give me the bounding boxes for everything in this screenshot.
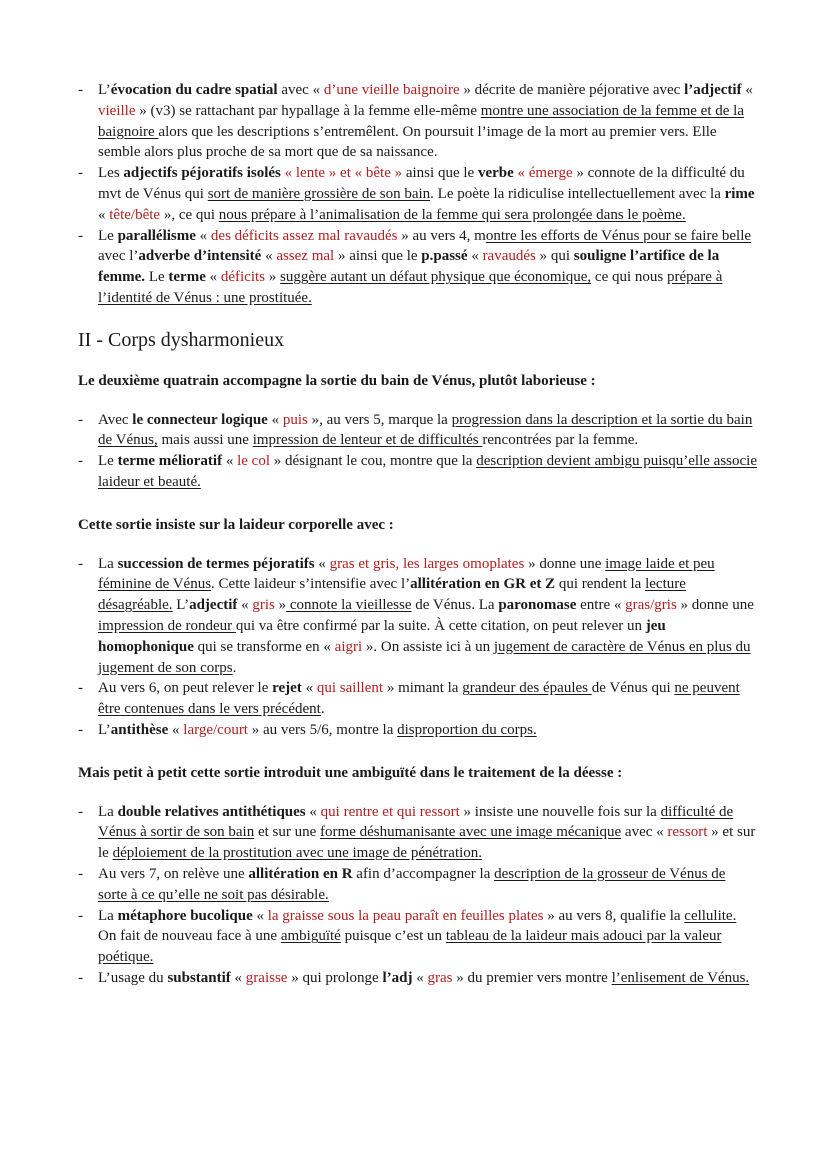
underlined-text: disproportion du corps. <box>397 721 537 738</box>
quotation: gras <box>427 969 453 986</box>
underlined-text: progression dans la description et la sortie du bain de Vénus, <box>98 411 753 449</box>
bold-term: jeu homophonique <box>98 617 666 655</box>
quotation: vieille <box>98 102 136 119</box>
bold-term: verbe <box>477 165 514 182</box>
underlined-text: impression de lenteur et de difficultés <box>252 432 483 449</box>
list-item: - Les adjectifs péjoratifs isolés « lente » et « bête » ainsi que le verbe « émerge » connote de la difficulté du mvt de Vénus qui sort de manière grossière de son bain. Le poète la ridiculise intellectuellement avec la rime « tête/bête », ce qui nous prépare à l’animalisation de la femme qui sera prolongée dans le poème. <box>78 165 755 223</box>
underlined-text: tableau de la laideur mais adouci par la valeur poétique. <box>98 928 722 966</box>
bullet-dash: - <box>78 411 83 428</box>
bullet-dash: - <box>78 969 83 986</box>
underlined-text: description de la grosseur de Vénus de sorte à ce qu’elle ne soit pas désirable. <box>98 865 726 903</box>
bold-term: terme <box>168 269 206 286</box>
bullet-dash: - <box>78 721 83 738</box>
underlined-text: suggère autant un défaut physique que économique, <box>280 269 592 286</box>
list-item: - La succession de termes péjoratifs « gras et gris, les larges omoplates » donne une image laide et peu féminine de Vénus. Cette laideur s’intensifie avec l’allitération en GR et Z qui rendent la lecture désagréable. L’adjectif « gris » connote la vieillesse de Vénus. La paronomase entre « gras/gris » donne une impression de rondeur qui va être confirmé par la suite. À cette citation, on peut relever un jeu homophonique qui se transforme en « aigri ». On assiste ici à un jugement de caractère de Vénus en plus du jugement de son corps. <box>78 555 754 676</box>
bold-term: antithèse <box>110 721 169 738</box>
underlined-text: prépare à l’identité de Vénus : une prostituée. <box>98 269 723 306</box>
quotation: puis <box>282 411 308 428</box>
bold-term: l’adjectif <box>684 82 742 98</box>
underlined-text: description devient ambigu puisqu’elle associe laideur et beauté. <box>98 453 757 490</box>
underlined-text: image laide et peu féminine de Vénus <box>98 555 715 593</box>
quotation: d’une vieille baignoire <box>323 82 460 98</box>
list-item: - L’évocation du cadre spatial avec « d’une vieille baignoire » décrite de manière péjorative avec l’adjectif « vieille » (v3) se rattachant par hypallage à la femme elle-même montre une association de la femme et de la baignoire alors que les descriptions s’entremêlent. On poursuit l’image de la mort au premier vers. Elle semble alors plus proche de sa mort que de sa naissance. <box>78 82 753 161</box>
quotation: qui saillent <box>316 680 384 697</box>
bullet-dash: - <box>78 803 83 820</box>
list-item: - Le terme mélioratif « le col » désignant le cou, montre que la description devient ambigu puisqu’elle associe laideur et beauté. <box>78 453 757 490</box>
quotation: gras et gris, les larges omoplates <box>329 555 525 572</box>
section1-list <box>78 80 758 309</box>
quotation: le col <box>237 453 271 470</box>
underlined-text: cellulite. <box>684 907 737 924</box>
underlined-text: forme déshumanisante avec une image mécanique <box>320 824 622 841</box>
bold-term: adverbe d’intensité <box>138 248 262 265</box>
quotation: assez mal <box>276 248 335 265</box>
bold-term: le connecteur logique <box>132 411 268 428</box>
list-item: - Le parallélisme « des déficits assez mal ravaudés » au vers 4, montre les efforts de Vénus pour se faire belle avec l’adverbe d’intensité « assez mal » ainsi que le p.passé « ravaudés » qui souligne l’artifice de la femme. Le terme « déficits » suggère autant un défaut physique que économique, ce qui nous prépare à l’identité de Vénus : une prostituée. <box>78 227 752 306</box>
section2-list-3 <box>78 802 758 989</box>
quotation: qui rentre et qui ressort <box>320 803 460 820</box>
bold-term: allitération en R <box>248 865 353 882</box>
list-item: - Avec le connecteur logique « puis », au vers 5, marque la progression dans la description et la sortie du bain de Vénus, mais aussi une impression de lenteur et de difficultés rencontrées par la femme. <box>78 411 753 449</box>
bold-term: allitération en GR et Z <box>410 576 556 593</box>
bold-term: paronomase <box>498 597 577 614</box>
quotation: large/court <box>183 721 248 738</box>
quotation: gris <box>252 597 275 614</box>
list-item: - La double relatives antithétiques « qui rentre et qui ressort » insiste une nouvelle fois sur la difficulté de Vénus à sortir de son bain et sur une forme déshumanisante avec une image mécanique avec « ressort » et sur le déploiement de la prostitution avec une image de pénétration. <box>78 803 756 862</box>
intro-paragraph-2: Cette sortie insiste sur la laideur corporelle avec : <box>78 516 394 533</box>
underlined-text: jugement de caractère de Vénus en plus du jugement de son corps <box>98 638 751 676</box>
bold-term: rejet <box>272 680 302 697</box>
list-item: - La métaphore bucolique « la graisse sous la peau paraît en feuilles plates » au vers 8, qualifie la cellulite. On fait de nouveau face à une ambiguïté puisque c’est un tableau de la laideur mais adouci par la valeur poétique. <box>78 907 737 966</box>
underlined-text: déploiement de la prostitution avec une image de pénétration. <box>112 845 483 862</box>
quotation: déficits <box>220 269 266 286</box>
bullet-dash: - <box>78 680 83 697</box>
bullet-dash: - <box>78 165 83 182</box>
quotation: « émerge <box>517 165 573 182</box>
bold-term: terme mélioratif <box>117 453 223 470</box>
list-item: - L’antithèse « large/court » au vers 5/6, montre la disproportion du corps. <box>78 720 758 741</box>
bold-term: succession de termes péjoratifs <box>117 555 315 572</box>
underlined-text: montre une association de la femme et de la baignoire <box>98 102 744 140</box>
quotation: aigri <box>334 638 363 655</box>
quotation: tête/bête <box>109 206 161 223</box>
bullet-dash: - <box>78 907 83 924</box>
underlined-text: l’enlisement de Vénus. <box>611 969 750 986</box>
bullet-dash: - <box>78 555 83 572</box>
bullet-dash: - <box>78 453 83 470</box>
bold-term: l’adj <box>382 969 413 986</box>
underlined-text: connote la vieillesse <box>286 597 412 614</box>
quotation: ravaudés <box>482 248 536 265</box>
underlined-text: ontre les efforts de Vénus pour se faire belle <box>485 227 752 244</box>
bold-term: double relatives antithétiques <box>117 803 306 820</box>
underlined-text: ambiguïté <box>280 928 341 945</box>
bullet-dash: - <box>78 865 83 882</box>
bold-term: adjectifs péjoratifs isolés <box>123 165 281 182</box>
list-item: - Au vers 6, on peut relever le rejet « qui saillent » mimant la grandeur des épaules de Vénus qui ne peuvent être contenues dans le vers précédent. <box>78 680 740 718</box>
underlined-text: sort de manière grossière de son bain <box>207 185 431 202</box>
underlined-text: difficulté de Vénus à sortir de son bain <box>98 803 734 841</box>
bullet-dash: - <box>78 227 83 244</box>
bold-term: parallélisme <box>117 227 196 244</box>
section2-list-2 <box>78 554 758 741</box>
bold-term: métaphore bucolique <box>117 907 253 924</box>
underlined-text: lecture désagréable. <box>98 576 686 614</box>
bold-term: p.passé <box>421 248 468 265</box>
intro-paragraph-1: Le deuxième quatrain accompagne la sortie du bain de Vénus, plutôt laborieuse : <box>78 372 596 389</box>
underlined-text: nous prépare à l’animalisation de la femme qui sera prolongée dans le poème. <box>218 206 686 223</box>
intro-paragraph-3: Mais petit à petit cette sortie introduit une ambiguïté dans le traitement de la déesse : <box>78 764 623 781</box>
section-heading: II - Corps dysharmonieux <box>78 328 285 351</box>
bold-term: rime <box>724 185 755 202</box>
underlined-text: ne peuvent être contenues dans le vers précédent <box>98 680 740 718</box>
section2-list-1 <box>78 410 758 493</box>
quotation: gras/gris <box>625 597 677 614</box>
underlined-text: grandeur des épaules <box>462 680 592 697</box>
quotation: « lente » et « bête » <box>284 165 403 182</box>
quotation: graisse <box>245 969 288 986</box>
underlined-text: impression de rondeur <box>98 617 236 634</box>
bold-term: évocation du cadre spatial <box>110 82 278 98</box>
bold-term: adjectif <box>189 597 238 614</box>
bullet-dash: - <box>78 82 83 98</box>
quotation: des déficits assez mal ravaudés <box>210 227 398 244</box>
bold-term: substantif <box>167 969 231 986</box>
bold-term: souligne l’artifice de la femme. <box>98 248 720 286</box>
list-item: - L’usage du substantif « graisse » qui prolonge l’adj « gras » du premier vers montre l’enlisement de Vénus. <box>78 968 758 989</box>
list-item: - Au vers 7, on relève une allitération en R afin d’accompagner la description de la grosseur de Vénus de sorte à ce qu’elle ne soit pas désirable. <box>78 865 726 903</box>
quotation: la graisse sous la peau paraît en feuilles plates <box>267 907 544 924</box>
quotation: ressort <box>667 824 708 841</box>
